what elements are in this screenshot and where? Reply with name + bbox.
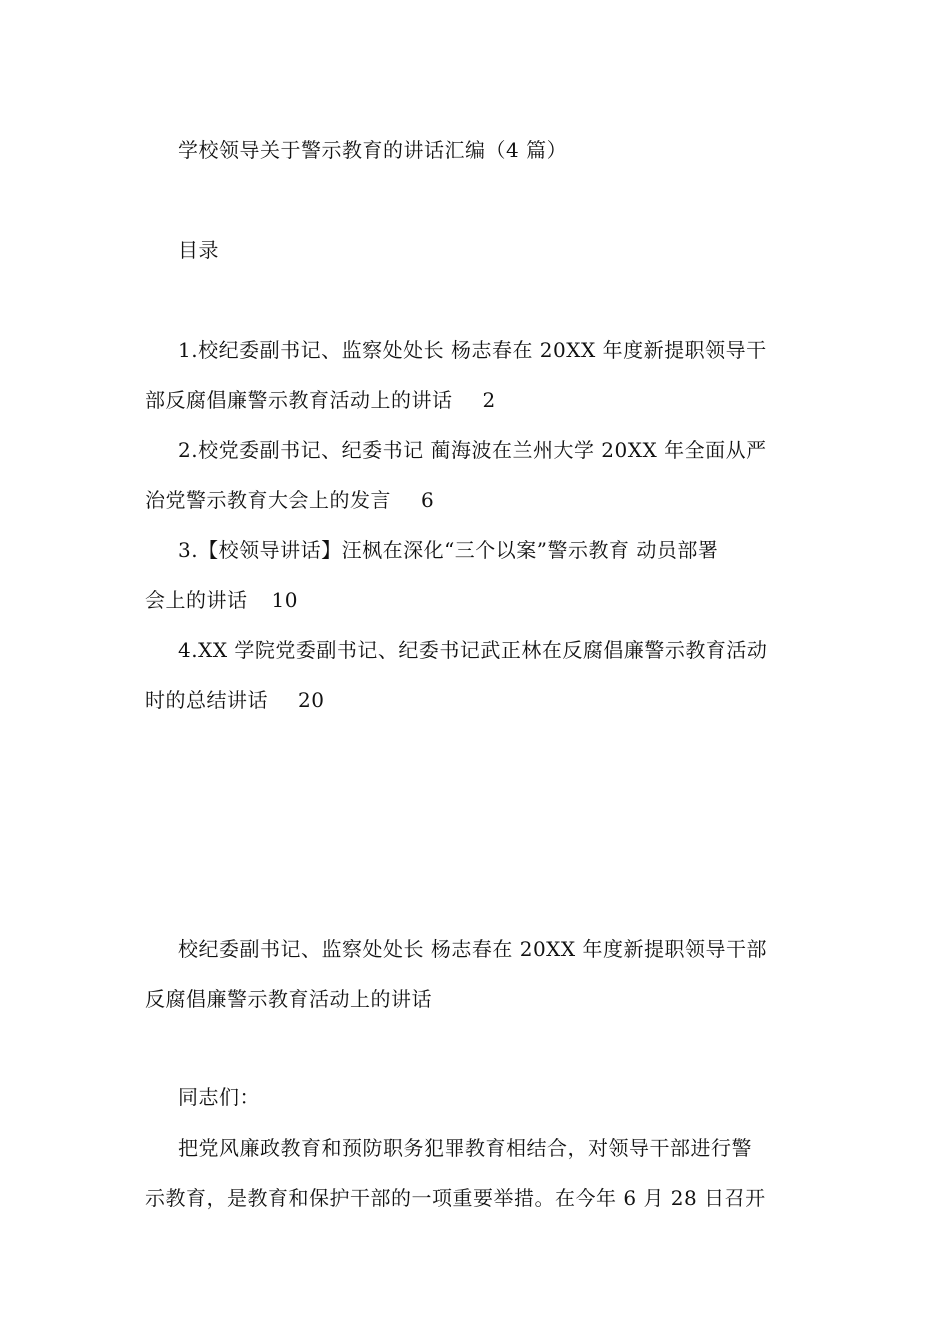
toc-item-2-text: 治党警示教育大会上的发言 [145,488,391,512]
document-title: 学校领导关于警示教育的讲话汇编（4 篇） [178,138,568,162]
toc-item-1-text: 部反腐倡廉警示教育活动上的讲话 [145,388,453,412]
toc-item-3-line2[interactable] [145,586,298,614]
toc-item-2-line1[interactable]: 2.校党委副书记、纪委书记 蔺海波在兰州大学 20XX 年全面从严 [178,438,767,462]
toc-heading: 目录 [178,238,219,262]
toc-item-1-page: 2 [482,388,496,412]
section-title-line2: 反腐倡廉警示教育活动上的讲话 [145,987,432,1011]
toc-item-3-line1[interactable]: 3.【校领导讲话】汪枫在深化“三个以案”警示教育 动员部署 [178,538,719,562]
body-line2: 示教育，是教育和保护干部的一项重要举措。在今年 6 月 28 日召开 [145,1186,766,1210]
toc-item-4-line2[interactable] [145,686,324,714]
toc-item-2-line2[interactable] [145,486,434,514]
toc-item-1-line2[interactable] [145,386,496,414]
toc-item-4-page: 20 [298,688,325,712]
toc-item-1-line1[interactable]: 1.校纪委副书记、监察处处长 杨志春在 20XX 年度新提职领导干 [178,338,767,362]
salutation: 同志们： [178,1085,260,1109]
toc-item-3-page: 10 [271,588,298,612]
body-line1: 把党风廉政教育和预防职务犯罪教育相结合，对领导干部进行警 [178,1136,752,1160]
toc-item-2-page: 6 [421,488,435,512]
toc-item-4-text: 时的总结讲话 [145,688,268,712]
section-title-line1: 校纪委副书记、监察处处长 杨志春在 20XX 年度新提职领导干部 [178,937,767,961]
toc-item-4-line1[interactable]: 4.XX 学院党委副书记、纪委书记武正林在反腐倡廉警示教育活动 [178,638,768,662]
toc-item-3-text: 会上的讲话 [145,588,248,612]
